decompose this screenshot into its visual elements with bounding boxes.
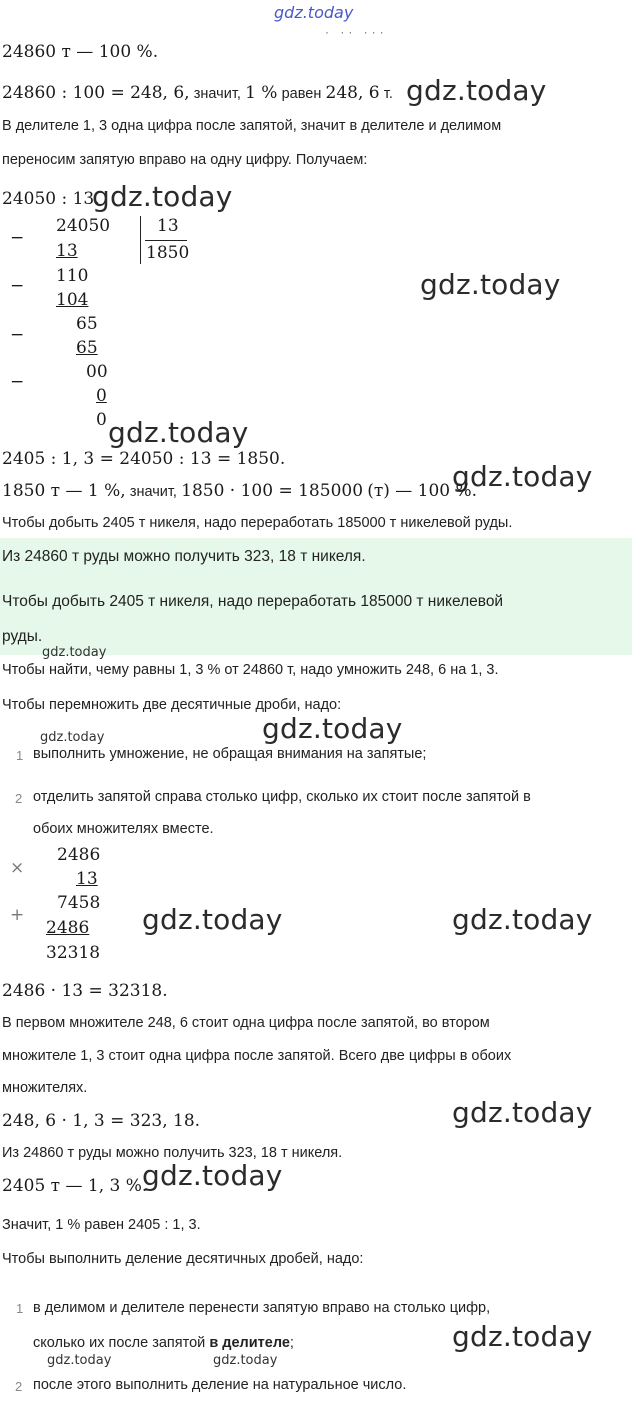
partial-product: 7458 xyxy=(57,893,101,913)
text-fragment: значит, xyxy=(193,86,241,102)
list-number: 1 xyxy=(16,748,24,763)
division-bar xyxy=(140,216,141,264)
line-one-percent xyxy=(2,83,393,103)
watermark-small: gdz.today xyxy=(42,645,107,660)
math-expression: 1850 т — 1 %, xyxy=(2,481,126,501)
text-line: Чтобы найти, чему равны 1, 3 % от 24860 т, надо умножить 248, 6 на 1, 3. xyxy=(2,662,499,678)
division-rule xyxy=(145,240,187,241)
list-number: 2 xyxy=(15,791,23,806)
text-line: В первом множителе 248, 6 стоит одна цифра после запятой, во втором xyxy=(2,1015,490,1031)
subtrahend: 13 xyxy=(56,241,78,261)
list-item-continuation xyxy=(33,1335,294,1351)
watermark: gdz.today xyxy=(262,712,403,745)
text-line: В делителе 1, 3 одна цифра после запятой, значит в делителе и делимом xyxy=(2,118,502,134)
cut-text: · ·· ··· xyxy=(325,25,388,39)
list-item: в делимом и делителе перенести запятую вправо на столько цифр, xyxy=(33,1300,491,1316)
remainder: 00 xyxy=(86,362,108,382)
dividend: 24050 xyxy=(56,216,111,236)
watermark-small: gdz.today xyxy=(213,1353,278,1368)
subtrahend: 65 xyxy=(76,338,98,358)
minus-sign: − xyxy=(10,372,25,392)
watermark: gdz.today xyxy=(142,903,283,936)
divisor: 13 xyxy=(157,216,179,236)
watermark: gdz.today xyxy=(406,74,547,107)
list-number: 1 xyxy=(16,1301,24,1316)
minus-sign: − xyxy=(10,325,25,345)
text-fragment: равен xyxy=(281,86,322,102)
math-expression: 1 % xyxy=(245,83,278,103)
minus-sign: − xyxy=(10,228,25,248)
answer-line: руды. xyxy=(2,628,43,645)
quotient: 1850 xyxy=(146,243,190,263)
text-fragment: т. xyxy=(383,86,393,102)
math-expression: (т) — 100 %. xyxy=(367,481,478,501)
remainder: 110 xyxy=(56,266,89,286)
watermark: gdz.today xyxy=(92,180,233,213)
math-line: 2405 т — 1, 3 %. xyxy=(2,1176,148,1196)
watermark: gdz.today xyxy=(452,1096,593,1129)
product: 32318 xyxy=(46,943,101,963)
text-line: множителе 1, 3 стоит одна цифра после запятой. Всего две цифры в обоих xyxy=(2,1048,512,1064)
watermark: gdz.today xyxy=(108,416,249,449)
math-expression: 248, 6 xyxy=(325,83,380,103)
watermark-small: gdz.today xyxy=(40,730,105,745)
list-item: отделить запятой справа столько цифр, сколько их стоит после запятой в xyxy=(33,789,531,805)
text-fragment: сколько их после запятой xyxy=(33,1335,206,1351)
text-fragment: ; xyxy=(289,1335,294,1351)
math-expression: 1850 · 100 = 185000 xyxy=(181,481,364,501)
answer-line: Чтобы добыть 2405 т никеля, надо переработать 185000 т никелевой xyxy=(2,593,504,610)
times-sign: × xyxy=(10,858,25,878)
watermark: gdz.today xyxy=(420,268,561,301)
math-line: 2405 : 1, 3 = 24050 : 13 = 1850. xyxy=(2,449,286,469)
text-line: Чтобы перемножить две десятичные дроби, надо: xyxy=(2,697,342,713)
answer-line: Из 24860 т руды можно получить 323, 18 т никеля. xyxy=(2,548,366,565)
plus-sign: + xyxy=(10,905,25,925)
text-line: переносим запятую вправо на одну цифру. Получаем: xyxy=(2,152,368,168)
text-fragment: значит, xyxy=(129,484,177,500)
bold-fragment: в делителе xyxy=(209,1335,290,1351)
subtrahend: 0 xyxy=(96,386,107,406)
text-line: Чтобы выполнить деление десятичных дробей, надо: xyxy=(2,1251,364,1267)
math-expression: 24860 : 100 = 248, 6, xyxy=(2,83,190,103)
watermark: gdz.today xyxy=(142,1159,283,1192)
site-logo[interactable]: gdz.today xyxy=(274,3,354,22)
list-number: 2 xyxy=(15,1379,23,1394)
math-line: 248, 6 · 1, 3 = 323, 18. xyxy=(2,1111,201,1131)
watermark-small: gdz.today xyxy=(47,1353,112,1368)
line-24860-100pct: 24860 т — 100 %. xyxy=(2,42,159,62)
final-remainder: 0 xyxy=(96,410,107,430)
text-line: Чтобы добыть 2405 т никеля, надо переработать 185000 т никелевой руды. xyxy=(2,515,513,531)
watermark: gdz.today xyxy=(452,903,593,936)
list-item-continuation: обоих множителях вместе. xyxy=(33,821,214,837)
partial-product: 2486 xyxy=(46,918,90,938)
subtrahend: 104 xyxy=(56,290,89,310)
list-item: после этого выполнить деление на натуральное число. xyxy=(33,1377,407,1393)
factor: 13 xyxy=(76,869,98,889)
factor: 2486 xyxy=(57,845,101,865)
text-line: Из 24860 т руды можно получить 323, 18 т никеля. xyxy=(2,1145,343,1161)
watermark: gdz.today xyxy=(452,460,593,493)
text-line: Значит, 1 % равен 2405 : 1, 3. xyxy=(2,1217,201,1233)
math-line: 2486 · 13 = 32318. xyxy=(2,981,168,1001)
list-item: выполнить умножение, не обращая внимания на запятые; xyxy=(33,746,427,762)
math-line: 24050 : 13. xyxy=(2,189,100,209)
minus-sign: − xyxy=(10,276,25,296)
line-1850 xyxy=(2,481,477,501)
watermark: gdz.today xyxy=(452,1320,593,1353)
text-line: множителях. xyxy=(2,1080,88,1096)
remainder: 65 xyxy=(76,314,98,334)
